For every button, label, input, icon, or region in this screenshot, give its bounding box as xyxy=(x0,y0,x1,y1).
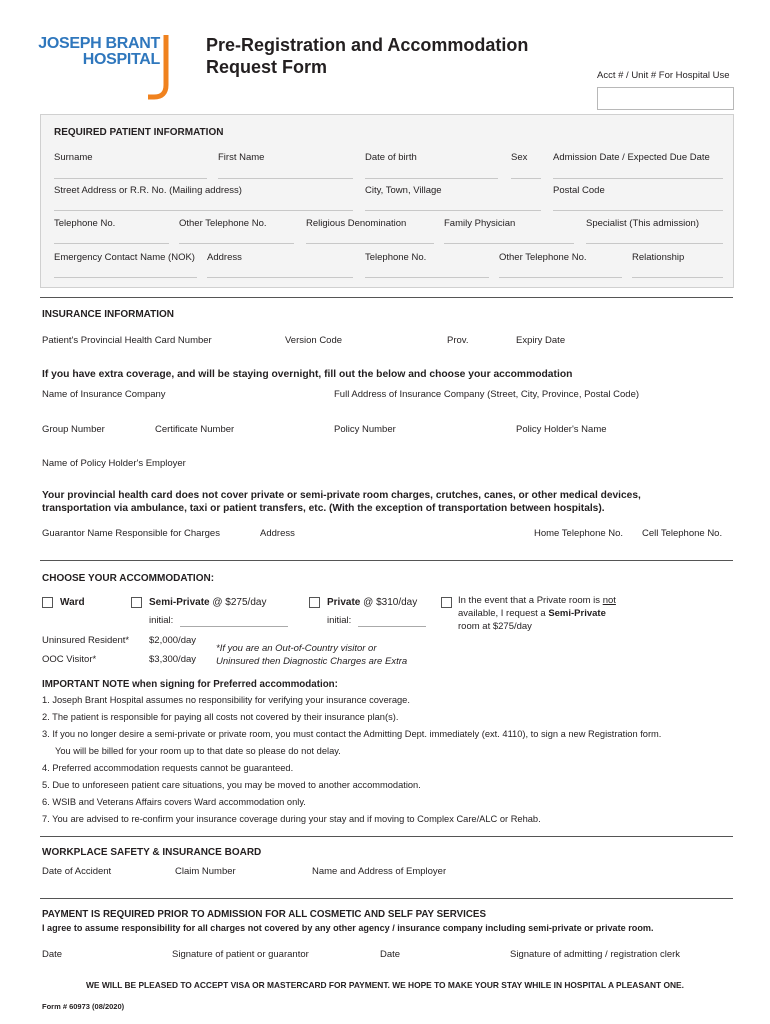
religion-label: Religious Denomination xyxy=(306,218,407,229)
coverage-warning-1: Your provincial health card does not cover private or semi-private room charges, crutches, canes, or other medical devices, xyxy=(42,490,641,501)
patient-signature-label: Signature of patient or guarantor xyxy=(172,949,309,960)
postal-field[interactable] xyxy=(553,210,723,211)
out-of-country-note-2: Uninsured then Diagnostic Charges are Extra xyxy=(216,656,408,667)
event-text-2: available, I request a Semi-Private xyxy=(458,608,606,619)
family-physician-field[interactable] xyxy=(444,243,574,244)
postal-label: Postal Code xyxy=(553,185,605,196)
expiry-label: Expiry Date xyxy=(516,335,566,346)
acct-input[interactable] xyxy=(597,87,734,110)
dob-field[interactable] xyxy=(365,178,498,179)
semi-private-checkbox[interactable] xyxy=(131,597,142,608)
private-initial-field[interactable] xyxy=(358,626,426,627)
semi-private-initial-field[interactable] xyxy=(180,626,288,627)
note-item: 6. WSIB and Veterans Affairs covers Ward accommodation only. xyxy=(42,797,306,807)
policy-number-label: Policy Number xyxy=(334,424,396,435)
nok-address-field[interactable] xyxy=(207,277,353,278)
nok-other-telephone-label: Other Telephone No. xyxy=(499,252,587,263)
uninsured-price: $2,000/day xyxy=(149,635,197,646)
event-text-1: In the event that a Private room is not xyxy=(458,595,616,606)
out-of-country-note-1: *If you are an Out-of-Country visitor or xyxy=(216,643,377,654)
nok-telephone-label: Telephone No. xyxy=(365,252,427,263)
payment-date-label: Date xyxy=(42,949,63,960)
note-item: 7. You are advised to re-confirm your insurance coverage during your stay and if moving to Complex Care/ALC or Rehab. xyxy=(42,814,541,824)
wsib-header: WORKPLACE SAFETY & INSURANCE BOARD xyxy=(42,847,262,858)
employer-label: Name and Address of Employer xyxy=(312,866,447,877)
insurance-address-label: Full Address of Insurance Company (Street, City, Province, Postal Code) xyxy=(334,389,640,400)
home-telephone-label: Home Telephone No. xyxy=(534,528,624,539)
visa-notice: WE WILL BE PLEASED TO ACCEPT VISA OR MASTERCARD FOR PAYMENT. WE HOPE TO MAKE YOUR STAY WHILE IN HOSPITAL A PLEASANT ONE. xyxy=(86,980,684,990)
nok-field[interactable] xyxy=(54,277,197,278)
prov-label: Prov. xyxy=(447,335,469,346)
city-label: City, Town, Village xyxy=(365,185,442,196)
other-telephone-label: Other Telephone No. xyxy=(179,218,267,229)
cell-telephone-label: Cell Telephone No. xyxy=(642,528,723,539)
divider xyxy=(40,836,733,837)
nok-telephone-field[interactable] xyxy=(365,277,489,278)
admission-date-field[interactable] xyxy=(553,178,723,179)
insurance-company-label: Name of Insurance Company xyxy=(42,389,166,400)
note-item: 4. Preferred accommodation requests cannot be guaranteed. xyxy=(42,763,294,773)
first-name-field[interactable] xyxy=(218,178,353,179)
accommodation-header: CHOOSE YOUR ACCOMMODATION: xyxy=(42,573,215,584)
uninsured-label: Uninsured Resident* xyxy=(42,635,130,646)
note-item: 1. Joseph Brant Hospital assumes no responsibility for verifying your insurance coverage. xyxy=(42,695,410,705)
form-number: Form # 60973 (08/2020) xyxy=(42,1002,125,1011)
logo-j-mark xyxy=(146,33,180,105)
ooc-price: $3,300/day xyxy=(149,654,197,665)
form-title-line-1: Pre-Registration and Accommodation xyxy=(206,35,529,55)
policy-holder-label: Policy Holder's Name xyxy=(516,424,607,435)
important-notes-list xyxy=(42,692,661,828)
nok-other-telephone-field[interactable] xyxy=(499,277,622,278)
other-telephone-field[interactable] xyxy=(179,243,294,244)
ward-checkbox[interactable] xyxy=(42,597,53,608)
payment-agreement: I agree to assume responsibility for all charges not covered by any other agency / insurance company including semi-private or private room. xyxy=(42,923,654,933)
nok-label: Emergency Contact Name (NOK) xyxy=(54,252,195,263)
certificate-number-label: Certificate Number xyxy=(155,424,235,435)
divider xyxy=(40,297,733,298)
note-item: 3. If you no longer desire a semi-private or private room, you must contact the Admitting Dept. immediately (ext. 4110), to sign a new Registration form. xyxy=(42,729,662,739)
private-label: Private @ $310/day xyxy=(327,597,418,608)
patient-info-header: REQUIRED PATIENT INFORMATION xyxy=(54,127,224,138)
form-title-line-2: Request Form xyxy=(206,57,328,77)
fallback-semi-private-checkbox[interactable] xyxy=(441,597,452,608)
street-label: Street Address or R.R. No. (Mailing address) xyxy=(54,185,242,196)
nok-address-label: Address xyxy=(207,252,242,263)
family-physician-label: Family Physician xyxy=(444,218,516,229)
claim-number-label: Claim Number xyxy=(175,866,236,877)
coverage-warning-2: transportation via ambulance, taxi or patient transfers, etc. (With the exception of transportation between hospitals). xyxy=(42,503,605,514)
logo-line-1: JOSEPH BRANT xyxy=(38,35,160,52)
clerk-date-label: Date xyxy=(380,949,401,960)
relationship-field[interactable] xyxy=(632,277,723,278)
accident-date-label: Date of Accident xyxy=(42,866,112,877)
dob-label: Date of birth xyxy=(365,152,417,163)
note-item: 2. The patient is responsible for paying all costs not covered by their insurance plan(s). xyxy=(42,712,399,722)
first-name-label: First Name xyxy=(218,152,265,163)
ward-label: Ward xyxy=(60,597,85,608)
telephone-field[interactable] xyxy=(54,243,169,244)
health-card-label: Patient's Provincial Health Card Number xyxy=(42,335,212,346)
private-checkbox[interactable] xyxy=(309,597,320,608)
payment-header: PAYMENT IS REQUIRED PRIOR TO ADMISSION FOR ALL COSMETIC AND SELF PAY SERVICES xyxy=(42,909,487,920)
ooc-label: OOC Visitor* xyxy=(42,654,97,665)
logo-line-2: HOSPITAL xyxy=(82,51,160,68)
semi-private-initial-label: initial: xyxy=(149,615,174,626)
religion-field[interactable] xyxy=(306,243,434,244)
acct-label: Acct # / Unit # For Hospital Use xyxy=(597,70,730,81)
city-field[interactable] xyxy=(365,210,541,211)
guarantor-address-label: Address xyxy=(260,528,295,539)
version-code-label: Version Code xyxy=(285,335,343,346)
guarantor-label: Guarantor Name Responsible for Charges xyxy=(42,528,220,539)
insurance-header: INSURANCE INFORMATION xyxy=(42,309,175,320)
sex-label: Sex xyxy=(511,152,528,163)
specialist-field[interactable] xyxy=(586,243,723,244)
group-number-label: Group Number xyxy=(42,424,105,435)
clerk-signature-label: Signature of admitting / registration clerk xyxy=(510,949,681,960)
divider xyxy=(40,898,733,899)
sex-field[interactable] xyxy=(511,178,541,179)
specialist-label: Specialist (This admission) xyxy=(586,218,699,229)
event-text-3: room at $275/day xyxy=(458,621,532,632)
private-initial-label: initial: xyxy=(327,615,352,626)
divider xyxy=(40,560,733,561)
relationship-label: Relationship xyxy=(632,252,685,263)
surname-field[interactable] xyxy=(54,178,207,179)
street-field[interactable] xyxy=(54,210,353,211)
admission-date-label: Admission Date / Expected Due Date xyxy=(553,152,710,163)
important-note-header: IMPORTANT NOTE when signing for Preferred accommodation: xyxy=(42,679,338,690)
policy-holder-employer-label: Name of Policy Holder's Employer xyxy=(42,458,186,469)
note-item: 5. Due to unforeseen patient care situations, you may be moved to another accommodation. xyxy=(42,780,421,790)
telephone-label: Telephone No. xyxy=(54,218,116,229)
semi-private-label: Semi-Private @ $275/day xyxy=(149,597,267,608)
extra-coverage-header: If you have extra coverage, and will be staying overnight, fill out the below and choose your accommodation xyxy=(42,369,573,380)
note-item: You will be billed for your room up to that date so please do not delay. xyxy=(55,746,341,756)
surname-label: Surname xyxy=(54,152,93,163)
